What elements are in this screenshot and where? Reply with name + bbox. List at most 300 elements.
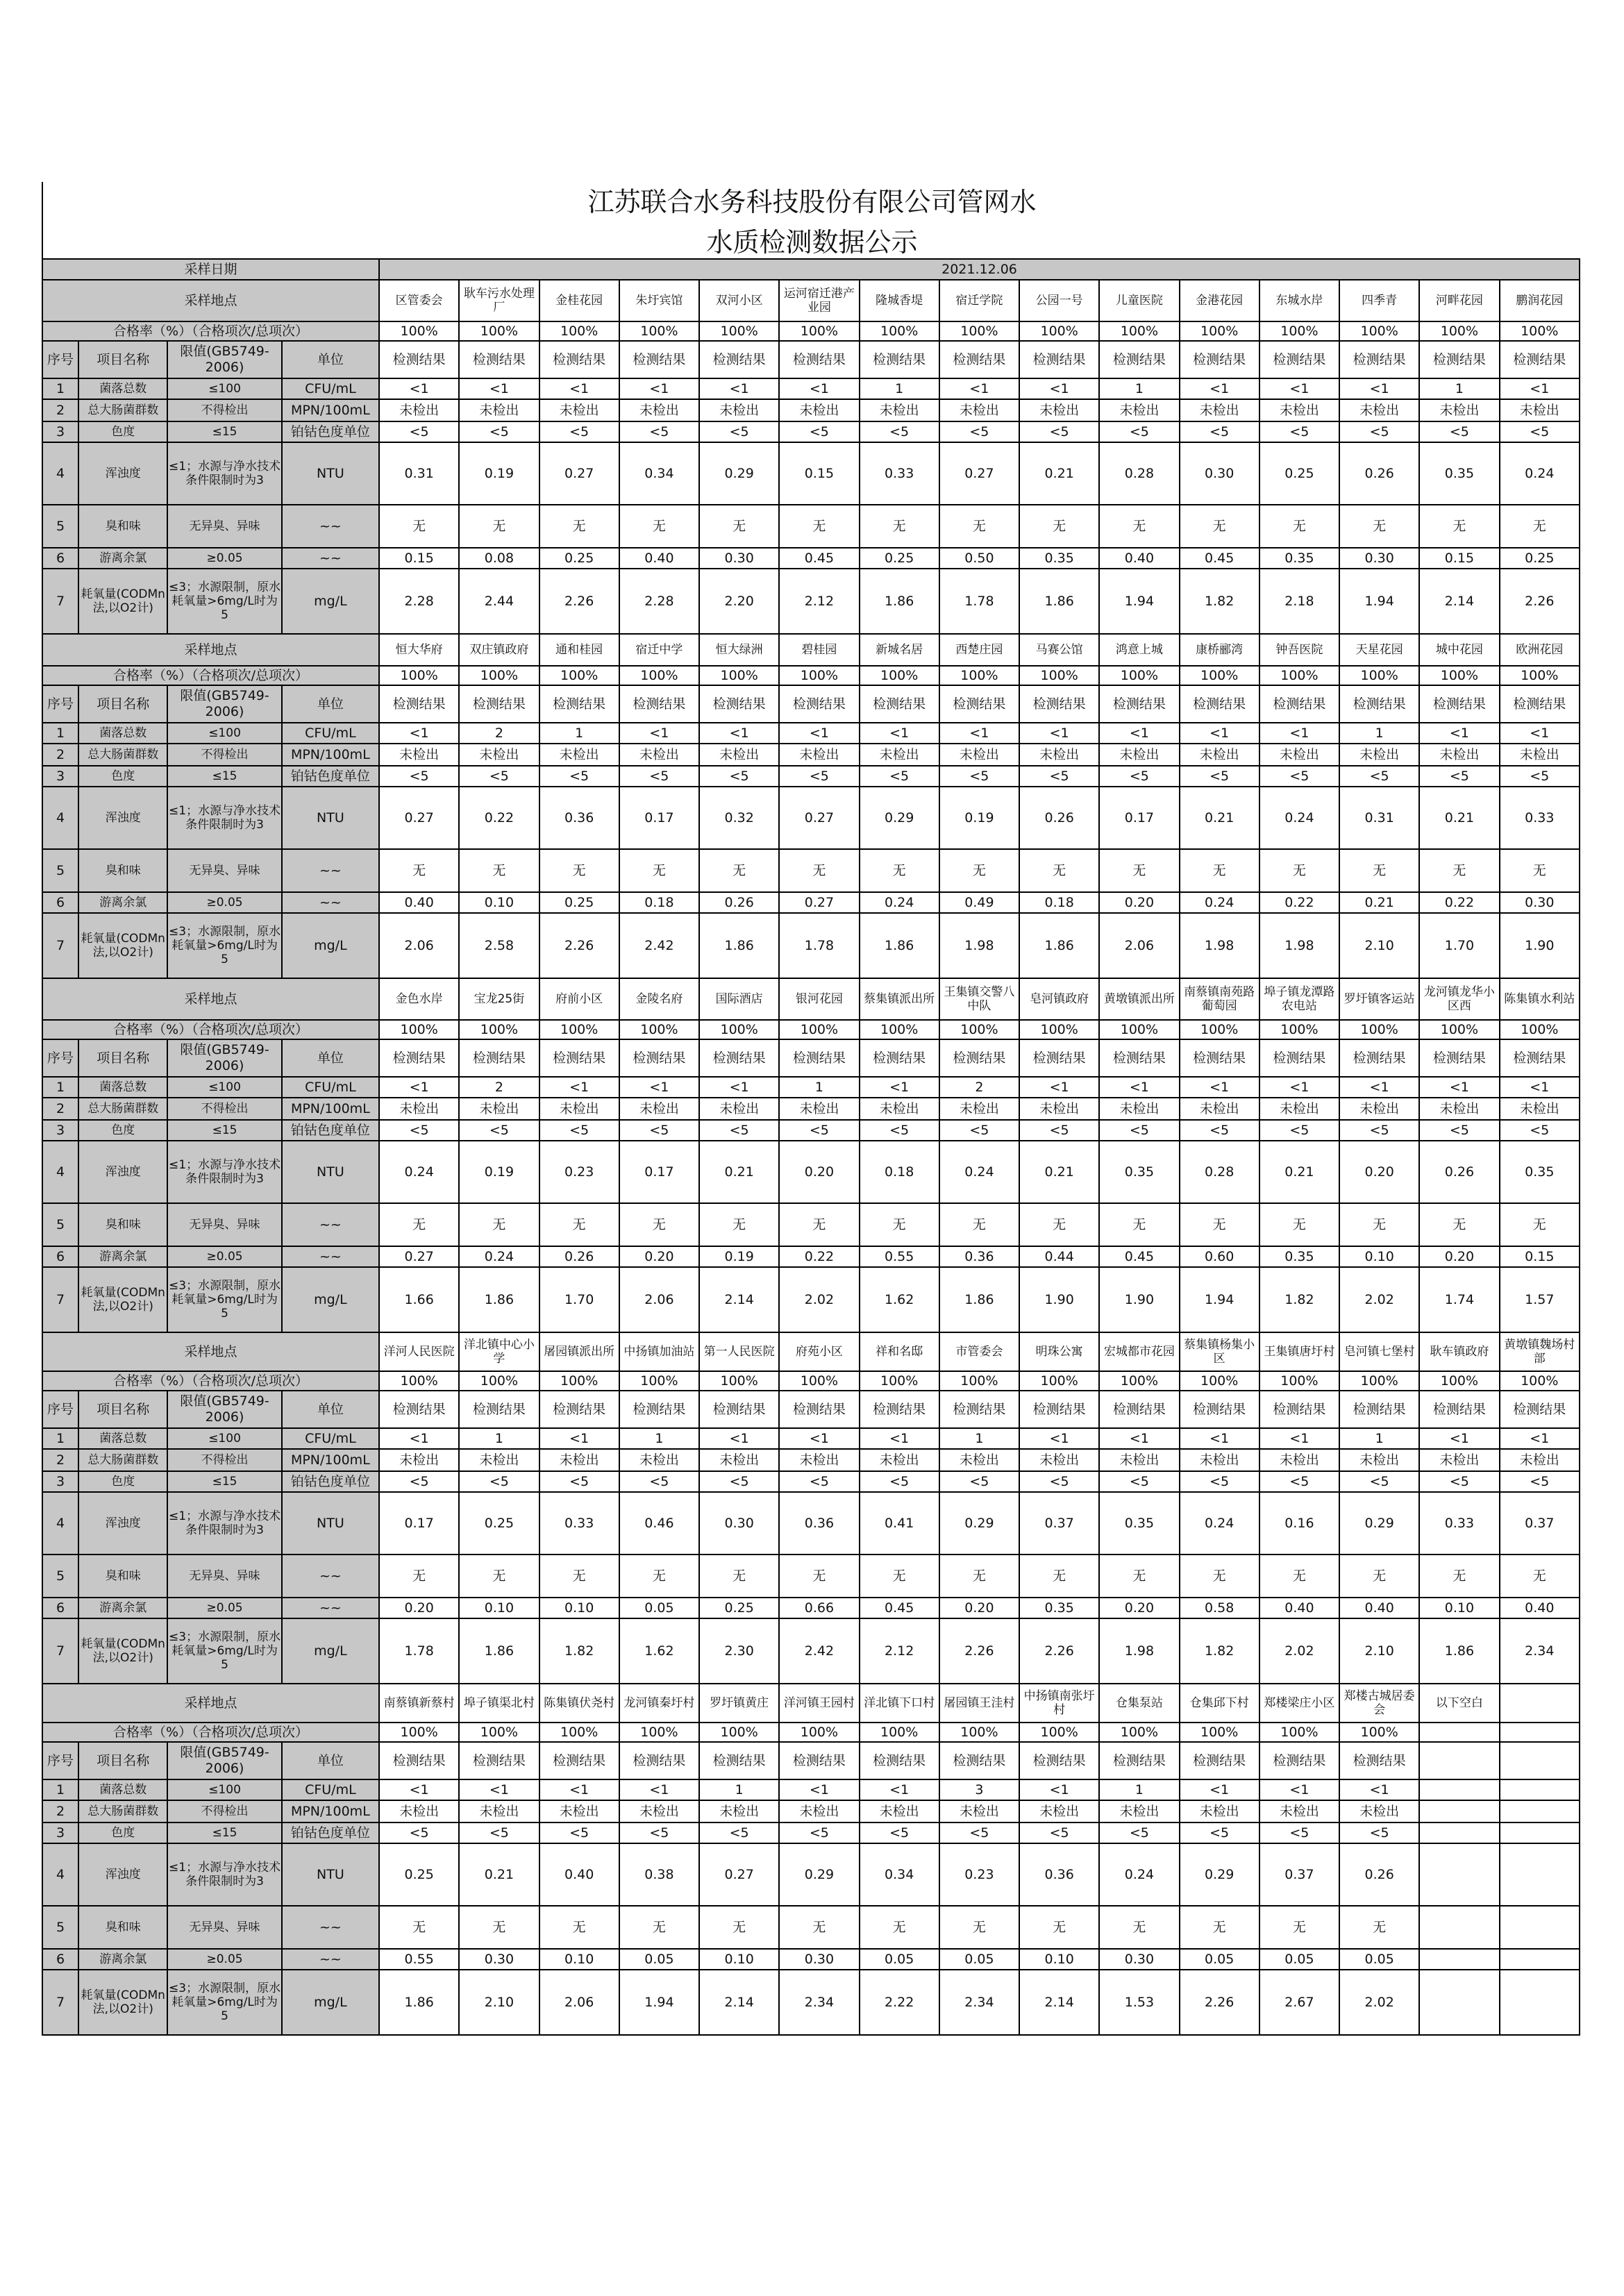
measurement-value: 2.22 xyxy=(860,1970,939,2035)
measurement-value: <1 xyxy=(1419,1428,1499,1449)
result-header: 检测结果 xyxy=(539,1742,619,1779)
measurement-value: 0.50 xyxy=(939,548,1019,569)
result-header: 检测结果 xyxy=(1339,1391,1419,1428)
measurement-value: <1 xyxy=(619,1779,699,1800)
param-name: 总大肠菌群数 xyxy=(78,1800,167,1822)
result-header: 检测结果 xyxy=(539,341,619,378)
site-name: 鸿意上城 xyxy=(1099,634,1179,666)
measurement-value: 未检出 xyxy=(860,399,939,421)
measurement-value: 0.21 xyxy=(1339,892,1419,913)
pass-rate-label: 合格率（%）（合格项次/总项次） xyxy=(42,1020,379,1039)
measurement-value: 无 xyxy=(539,505,619,548)
measurement-value: 未检出 xyxy=(1180,744,1259,766)
pass-rate-value: 100% xyxy=(539,666,619,685)
param-limit: ≤15 xyxy=(167,766,281,787)
measurement-value: <5 xyxy=(699,1822,779,1843)
pass-rate-label: 合格率（%）（合格项次/总项次） xyxy=(42,1723,379,1742)
measurement-value: <5 xyxy=(619,1120,699,1141)
unit-header: 单位 xyxy=(282,1742,379,1779)
measurement-value: 0.41 xyxy=(860,1492,939,1555)
measurement-value: 2.67 xyxy=(1259,1970,1339,2035)
measurement-value: 未检出 xyxy=(779,1800,859,1822)
measurement-value: 0.21 xyxy=(699,1141,779,1203)
result-header: 检测结果 xyxy=(860,341,939,378)
parameter-row xyxy=(42,442,1580,505)
measurement-value: 无 xyxy=(1099,505,1179,548)
measurement-value: 未检出 xyxy=(1019,1800,1099,1822)
measurement-value: 未检出 xyxy=(539,1098,619,1120)
measurement-value: <1 xyxy=(1180,1077,1259,1098)
measurement-value: 1 xyxy=(1419,378,1499,399)
result-header: 检测结果 xyxy=(379,341,459,378)
measurement-value: 0.05 xyxy=(619,1598,699,1618)
measurement-value: 1 xyxy=(779,1077,859,1098)
measurement-value: 1.82 xyxy=(539,1618,619,1684)
pass-rate-value: 100% xyxy=(1099,1020,1179,1039)
measurement-value: 未检出 xyxy=(1019,399,1099,421)
measurement-value: 2.26 xyxy=(1019,1618,1099,1684)
measurement-value: 未检出 xyxy=(1099,1449,1179,1471)
measurement-value: 0.10 xyxy=(1019,1949,1099,1970)
measurement-value: 未检出 xyxy=(1180,1098,1259,1120)
param-limit: ≤3；水源限制，原水耗氧量>6mg/L时为5 xyxy=(167,913,281,978)
param-name: 耗氧量(CODMn法,以O2计) xyxy=(78,1267,167,1332)
measurement-value: 未检出 xyxy=(779,1098,859,1120)
param-number: 7 xyxy=(42,913,78,978)
measurement-value: 2.26 xyxy=(1180,1970,1259,2035)
measurement-value: 2.20 xyxy=(699,569,779,634)
result-header: 检测结果 xyxy=(1339,1742,1419,1779)
parameter-row xyxy=(42,744,1580,766)
measurement-value: <1 xyxy=(459,378,539,399)
param-name: 色度 xyxy=(78,1822,167,1843)
param-limit: ≤100 xyxy=(167,378,281,399)
measurement-value: 0.25 xyxy=(1259,442,1339,505)
result-header: 检测结果 xyxy=(699,1742,779,1779)
param-number: 2 xyxy=(42,744,78,766)
result-header: 检测结果 xyxy=(1099,1742,1179,1779)
measurement-value: 1 xyxy=(1099,1779,1179,1800)
result-header: 检测结果 xyxy=(619,341,699,378)
measurement-value: 2 xyxy=(939,1077,1019,1098)
measurement-value: 0.25 xyxy=(699,1598,779,1618)
pass-rate-value: 100% xyxy=(539,1371,619,1391)
measurement-value: 无 xyxy=(939,505,1019,548)
param-name: 浑浊度 xyxy=(78,1141,167,1203)
pass-rate-value: 100% xyxy=(1339,1723,1419,1742)
measurement-value: <5 xyxy=(1339,766,1419,787)
measurement-value: 1.86 xyxy=(459,1618,539,1684)
site-name: 中扬镇加油站 xyxy=(619,1332,699,1371)
result-header: 检测结果 xyxy=(1419,1039,1499,1077)
param-name: 总大肠菌群数 xyxy=(78,1098,167,1120)
measurement-value: 0.18 xyxy=(619,892,699,913)
measurement-value: 1.86 xyxy=(1419,1618,1499,1684)
param-limit: ≤15 xyxy=(167,1120,281,1141)
site-name: 蔡集镇杨集小区 xyxy=(1180,1332,1259,1371)
measurement-value: 0.40 xyxy=(1099,548,1179,569)
result-header: 检测结果 xyxy=(1180,1039,1259,1077)
pass-rate-value: 100% xyxy=(939,1020,1019,1039)
site-label: 采样地点 xyxy=(42,280,379,321)
measurement-value: 未检出 xyxy=(619,1098,699,1120)
measurement-value: <5 xyxy=(699,421,779,442)
measurement-value: 无 xyxy=(379,1203,459,1246)
measurement-value: 无 xyxy=(1180,1555,1259,1598)
pass-rate-value: 100% xyxy=(459,321,539,341)
measurement-value: 2.28 xyxy=(379,569,459,634)
measurement-value: <5 xyxy=(939,421,1019,442)
measurement-value: 未检出 xyxy=(939,1449,1019,1471)
pass-rate-value: 100% xyxy=(860,1020,939,1039)
measurement-value: 无 xyxy=(699,1906,779,1949)
measurement-value: 0.20 xyxy=(1099,892,1179,913)
site-name: 府前小区 xyxy=(539,978,619,1020)
measurement-value: 0.17 xyxy=(379,1492,459,1555)
measurement-value: <5 xyxy=(939,1822,1019,1843)
param-unit: NTU xyxy=(282,787,379,849)
result-header xyxy=(1419,1742,1499,1779)
parameter-row xyxy=(42,1449,1580,1471)
measurement-value: 0.28 xyxy=(1099,442,1179,505)
measurement-value: 未检出 xyxy=(1259,1800,1339,1822)
measurement-value: 未检出 xyxy=(1500,1098,1580,1120)
measurement-value: 2.02 xyxy=(1339,1267,1419,1332)
measurement-value: <5 xyxy=(1259,766,1339,787)
measurement-value: 1.70 xyxy=(1419,913,1499,978)
measurement-value: <1 xyxy=(619,723,699,744)
pass-rate-value: 100% xyxy=(1180,1371,1259,1391)
seq-header: 序号 xyxy=(42,1039,78,1077)
site-name: 郑楼古城居委会 xyxy=(1339,1684,1419,1723)
measurement-value: 1 xyxy=(939,1428,1019,1449)
measurement-value xyxy=(1500,1906,1580,1949)
result-header: 检测结果 xyxy=(1339,1039,1419,1077)
measurement-value: 无 xyxy=(1339,505,1419,548)
site-name: 恒大华府 xyxy=(379,634,459,666)
pass-rate-value: 100% xyxy=(539,321,619,341)
limit-header: 限值(GB5749-2006) xyxy=(167,685,281,723)
measurement-value xyxy=(1500,1970,1580,2035)
param-limit: ≤3；水源限制，原水耗氧量>6mg/L时为5 xyxy=(167,1267,281,1332)
site-name: 四季青 xyxy=(1339,280,1419,321)
measurement-value: 0.40 xyxy=(1500,1598,1580,1618)
site-label: 采样地点 xyxy=(42,978,379,1020)
measurement-value: 0.45 xyxy=(860,1598,939,1618)
pass-rate-value: 100% xyxy=(459,1723,539,1742)
param-limit: 无异臭、异味 xyxy=(167,849,281,892)
measurement-value: 无 xyxy=(939,1906,1019,1949)
param-number: 6 xyxy=(42,548,78,569)
measurement-value: 无 xyxy=(1180,1203,1259,1246)
measurement-value: <1 xyxy=(699,1077,779,1098)
measurement-value: 0.27 xyxy=(379,1246,459,1267)
measurement-value: <1 xyxy=(939,723,1019,744)
site-name: 朱圩宾馆 xyxy=(619,280,699,321)
measurement-value: 0.37 xyxy=(1019,1492,1099,1555)
measurement-value: <1 xyxy=(1259,378,1339,399)
pass-rate-value: 100% xyxy=(379,666,459,685)
param-limit: 无异臭、异味 xyxy=(167,505,281,548)
measurement-value: 1 xyxy=(1339,723,1419,744)
pass-rate-value: 100% xyxy=(1099,1723,1179,1742)
measurement-value: 0.19 xyxy=(939,787,1019,849)
pass-rate-value: 100% xyxy=(379,321,459,341)
pass-rate-value: 100% xyxy=(459,666,539,685)
unit-header: 单位 xyxy=(282,685,379,723)
site-name: 洋河人民医院 xyxy=(379,1332,459,1371)
param-unit: ~~ xyxy=(282,1949,379,1970)
measurement-value: <1 xyxy=(379,378,459,399)
measurement-value: 无 xyxy=(459,505,539,548)
measurement-value: 1.94 xyxy=(1099,569,1179,634)
result-header: 检测结果 xyxy=(699,341,779,378)
measurement-value: 无 xyxy=(379,1906,459,1949)
parameter-row xyxy=(42,1598,1580,1618)
result-header: 检测结果 xyxy=(459,1742,539,1779)
param-unit: 铂钴色度单位 xyxy=(282,421,379,442)
measurement-value: 0.30 xyxy=(459,1949,539,1970)
measurement-value: 未检出 xyxy=(619,399,699,421)
site-name: 南蔡镇南苑路葡萄园 xyxy=(1180,978,1259,1020)
measurement-value: 无 xyxy=(619,849,699,892)
param-limit: ≤1；水源与净水技术条件限制时为3 xyxy=(167,1843,281,1906)
parameter-row xyxy=(42,378,1580,399)
measurement-value: 未检出 xyxy=(1339,1098,1419,1120)
result-header: 检测结果 xyxy=(1339,341,1419,378)
measurement-value: 0.40 xyxy=(1339,1598,1419,1618)
param-number: 2 xyxy=(42,1800,78,1822)
measurement-value: 未检出 xyxy=(939,1800,1019,1822)
measurement-value: 0.31 xyxy=(1339,787,1419,849)
measurement-value: 1.82 xyxy=(1180,1618,1259,1684)
param-name: 耗氧量(CODMn法,以O2计) xyxy=(78,569,167,634)
measurement-value: 未检出 xyxy=(459,1800,539,1822)
measurement-value: 0.30 xyxy=(1500,892,1580,913)
pass-rate-value: 100% xyxy=(860,666,939,685)
measurement-value: 无 xyxy=(539,849,619,892)
measurement-value: 2.44 xyxy=(459,569,539,634)
site-name: 儿童医院 xyxy=(1099,280,1179,321)
measurement-value: 1.98 xyxy=(1099,1618,1179,1684)
measurement-value: 未检出 xyxy=(619,744,699,766)
param-number: 7 xyxy=(42,1618,78,1684)
param-name: 游离余氯 xyxy=(78,548,167,569)
param-name: 总大肠菌群数 xyxy=(78,1449,167,1471)
result-header: 检测结果 xyxy=(939,1391,1019,1428)
measurement-value: 未检出 xyxy=(539,1449,619,1471)
pass-rate-value: 100% xyxy=(619,1371,699,1391)
measurement-value: 无 xyxy=(1259,505,1339,548)
param-name: 菌落总数 xyxy=(78,723,167,744)
param-unit: 铂钴色度单位 xyxy=(282,1120,379,1141)
measurement-value: 无 xyxy=(619,1906,699,1949)
measurement-value: 2.30 xyxy=(699,1618,779,1684)
pass-rate-value: 100% xyxy=(779,1020,859,1039)
measurement-value: 0.33 xyxy=(539,1492,619,1555)
result-header: 检测结果 xyxy=(1339,685,1419,723)
site-name: 金陵名府 xyxy=(619,978,699,1020)
result-header: 检测结果 xyxy=(939,1742,1019,1779)
measurement-value xyxy=(1419,1906,1499,1949)
measurement-value xyxy=(1419,1843,1499,1906)
param-unit: ~~ xyxy=(282,1203,379,1246)
measurement-value: <1 xyxy=(539,1077,619,1098)
result-header: 检测结果 xyxy=(1500,685,1580,723)
page-title xyxy=(0,182,1624,262)
result-header: 检测结果 xyxy=(539,685,619,723)
measurement-value: 无 xyxy=(539,1906,619,1949)
measurement-value: 0.17 xyxy=(1099,787,1179,849)
measurement-value: 无 xyxy=(459,1555,539,1598)
parameter-row xyxy=(42,1618,1580,1684)
result-header: 检测结果 xyxy=(939,685,1019,723)
param-unit: NTU xyxy=(282,1492,379,1555)
measurement-value: <1 xyxy=(1259,1428,1339,1449)
result-header: 检测结果 xyxy=(860,1039,939,1077)
measurement-value: <5 xyxy=(539,421,619,442)
param-name: 臭和味 xyxy=(78,505,167,548)
measurement-value: 2.34 xyxy=(1500,1618,1580,1684)
param-unit: ~~ xyxy=(282,1598,379,1618)
measurement-value: <5 xyxy=(539,766,619,787)
measurement-value: 无 xyxy=(860,849,939,892)
measurement-value: 1.86 xyxy=(459,1267,539,1332)
measurement-value: 未检出 xyxy=(1099,399,1179,421)
site-name: 洋北镇下口村 xyxy=(860,1684,939,1723)
param-unit: ~~ xyxy=(282,1906,379,1949)
pass-rate-value: 100% xyxy=(1259,321,1339,341)
param-unit: MPN/100mL xyxy=(282,399,379,421)
measurement-value: <5 xyxy=(860,1120,939,1141)
measurement-value: 无 xyxy=(779,1906,859,1949)
measurement-value: 0.24 xyxy=(1180,1492,1259,1555)
measurement-value: 0.30 xyxy=(1180,442,1259,505)
measurement-value: <1 xyxy=(1099,1077,1179,1098)
param-name: 游离余氯 xyxy=(78,892,167,913)
measurement-value: 未检出 xyxy=(1339,1800,1419,1822)
result-header: 检测结果 xyxy=(619,685,699,723)
unit-header: 单位 xyxy=(282,341,379,378)
measurement-value: 0.21 xyxy=(1419,787,1499,849)
param-limit: ≤3；水源限制，原水耗氧量>6mg/L时为5 xyxy=(167,569,281,634)
measurement-value: 无 xyxy=(1019,1203,1099,1246)
measurement-value: <1 xyxy=(779,378,859,399)
measurement-value: <5 xyxy=(1500,421,1580,442)
pass-rate-value: 100% xyxy=(1259,666,1339,685)
pass-rate-value: 100% xyxy=(1500,1020,1580,1039)
measurement-value: 0.19 xyxy=(459,442,539,505)
parameter-row xyxy=(42,892,1580,913)
item-header: 项目名称 xyxy=(78,1391,167,1428)
param-limit: ≤100 xyxy=(167,723,281,744)
site-label: 采样地点 xyxy=(42,1684,379,1723)
result-header: 检测结果 xyxy=(1180,1391,1259,1428)
param-limit: 无异臭、异味 xyxy=(167,1906,281,1949)
measurement-value xyxy=(1419,1779,1499,1800)
measurement-value: 0.18 xyxy=(860,1141,939,1203)
measurement-value: 2.10 xyxy=(1339,1618,1419,1684)
param-number: 1 xyxy=(42,1428,78,1449)
measurement-value: 无 xyxy=(1019,505,1099,548)
param-number: 1 xyxy=(42,378,78,399)
measurement-value: 0.35 xyxy=(1099,1492,1179,1555)
pass-rate-value: 100% xyxy=(379,1723,459,1742)
parameter-row xyxy=(42,1779,1580,1800)
pass-rate-value: 100% xyxy=(539,1020,619,1039)
seq-header: 序号 xyxy=(42,341,78,378)
param-name: 游离余氯 xyxy=(78,1598,167,1618)
pass-rate-value: 100% xyxy=(1500,321,1580,341)
parameter-row xyxy=(42,1141,1580,1203)
measurement-value: 2.26 xyxy=(539,569,619,634)
measurement-value: 未检出 xyxy=(1339,1449,1419,1471)
measurement-value: <1 xyxy=(699,723,779,744)
parameter-row xyxy=(42,1906,1580,1949)
measurement-value: 2.12 xyxy=(860,1618,939,1684)
param-number: 3 xyxy=(42,421,78,442)
param-limit: 无异臭、异味 xyxy=(167,1555,281,1598)
measurement-value: 0.27 xyxy=(539,442,619,505)
site-name: 宏城都市花园 xyxy=(1099,1332,1179,1371)
measurement-value: 未检出 xyxy=(379,1449,459,1471)
param-name: 菌落总数 xyxy=(78,1077,167,1098)
measurement-value: 2.10 xyxy=(459,1970,539,2035)
measurement-value: <5 xyxy=(1019,766,1099,787)
measurement-value: 0.27 xyxy=(379,787,459,849)
measurement-value: 未检出 xyxy=(699,1449,779,1471)
measurement-value: 未检出 xyxy=(1500,399,1580,421)
site-name: 金港花园 xyxy=(1180,280,1259,321)
measurement-value: 未检出 xyxy=(1259,1449,1339,1471)
result-header: 检测结果 xyxy=(779,685,859,723)
measurement-value: 1.98 xyxy=(939,913,1019,978)
measurement-value: 0.45 xyxy=(779,548,859,569)
measurement-value: 未检出 xyxy=(379,1098,459,1120)
measurement-value: 1.94 xyxy=(619,1970,699,2035)
measurement-value: <1 xyxy=(379,723,459,744)
measurement-value: 1.86 xyxy=(860,569,939,634)
parameter-row xyxy=(42,1949,1580,1970)
unit-header: 单位 xyxy=(282,1039,379,1077)
parameter-row xyxy=(42,399,1580,421)
measurement-value: 未检出 xyxy=(1500,1449,1580,1471)
measurement-value: 0.30 xyxy=(779,1949,859,1970)
measurement-value xyxy=(1419,1970,1499,2035)
site-name: 屠园镇王洼村 xyxy=(939,1684,1019,1723)
measurement-value: 0.20 xyxy=(1419,1246,1499,1267)
pass-rate-value: 100% xyxy=(1419,1020,1499,1039)
param-number: 3 xyxy=(42,1822,78,1843)
param-unit: 铂钴色度单位 xyxy=(282,1471,379,1492)
site-name: 鹏润花园 xyxy=(1500,280,1580,321)
site-name: 罗圩镇客运站 xyxy=(1339,978,1419,1020)
measurement-value: 无 xyxy=(779,505,859,548)
measurement-value: 无 xyxy=(539,1555,619,1598)
param-limit: 无异臭、异味 xyxy=(167,1203,281,1246)
measurement-value: 1.82 xyxy=(1259,1267,1339,1332)
measurement-value: <5 xyxy=(619,421,699,442)
result-header: 检测结果 xyxy=(1259,1391,1339,1428)
measurement-value: 0.19 xyxy=(699,1246,779,1267)
param-number: 4 xyxy=(42,1843,78,1906)
measurement-value: 未检出 xyxy=(1180,399,1259,421)
measurement-value: 0.24 xyxy=(860,892,939,913)
site-name: 西楚庄园 xyxy=(939,634,1019,666)
measurement-value: 未检出 xyxy=(1259,399,1339,421)
measurement-value: 未检出 xyxy=(1419,1098,1499,1120)
param-number: 2 xyxy=(42,399,78,421)
